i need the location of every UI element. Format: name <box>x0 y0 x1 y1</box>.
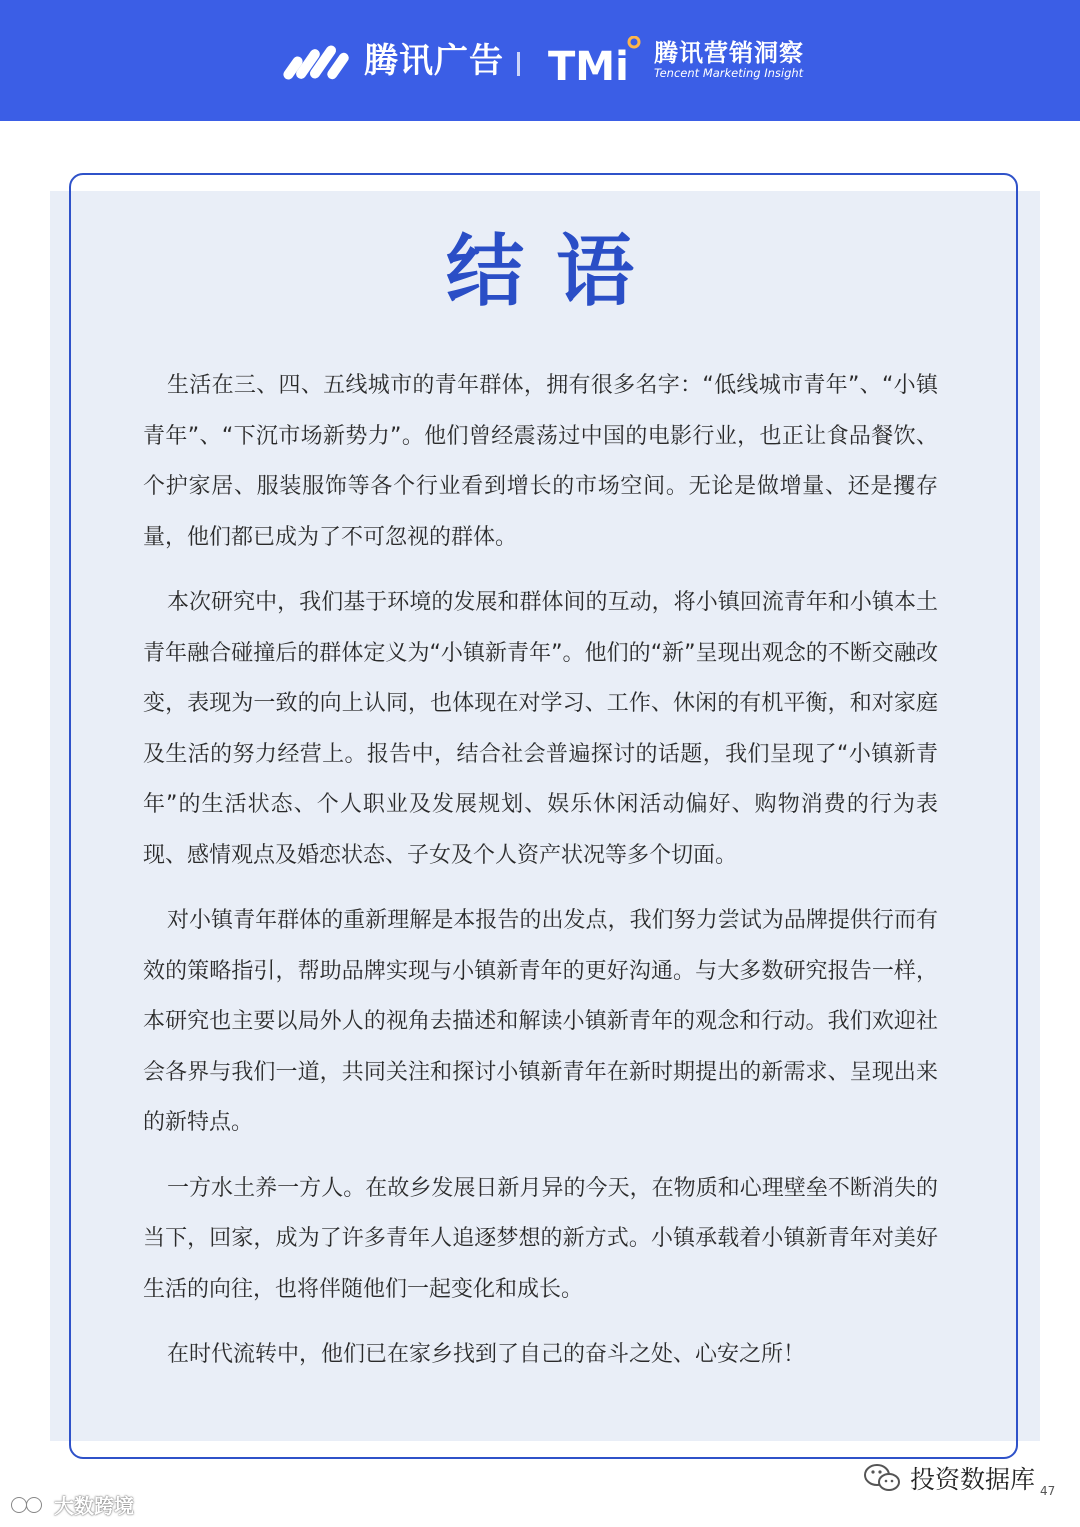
tmi-chinese-name: 腾讯营销洞察 <box>654 38 804 67</box>
paragraph-3: 对小镇青年群体的重新理解是本报告的出发点，我们努力尝试为品牌提供行而有效的策略指引，帮助品牌实现与小镇新青年的更好沟通。与大多数研究报告一样，本研究也主要以局外人的视角去描述和解读小镇新青年的观念和行动。我们欢迎社会各界与我们一道，共同关注和探讨小镇新青年在新时期提出的新需求、呈现出来的新特点。 <box>143 908 938 1135</box>
watermark-left-text: 大数跨境 <box>54 1494 134 1518</box>
header-divider <box>517 52 520 76</box>
tencent-ads-mark-icon <box>282 41 352 81</box>
paragraph-4: 一方水土养一方人。在故乡发展日新月异的今天，在物质和心理壁垒不断消失的当下，回家，成为了许多青年人追逐梦想的新方式。小镇承载着小镇新青年对美好生活的向往，也将伴随他们一起变化和成长。 <box>143 1175 938 1302</box>
tencent-ads-text: 腾讯广告 <box>364 40 504 81</box>
tmi-text-block <box>654 40 804 81</box>
tmi-logo <box>548 0 804 121</box>
tencent-ads-logo <box>282 0 504 121</box>
tmi-mark-icon <box>548 36 644 86</box>
paragraph-2: 本次研究中，我们基于环境的发展和群体间的互动，将小镇回流青年和小镇本土青年融合碰撞后的群体定义为“小镇新青年”。他们的“新”呈现出观念的不断交融改变，表现为一致的向上认同，也体现在对学习、工作、休闲的有机平衡，和对家庭及生活的努力经营上。报告中，结合社会普遍探讨的话题，我们呈现了“小镇新青年”的生活状态、个人职业及发展规划、娱乐休闲活动偏好、购物消费的行为表现、感情观点及婚恋状态、子女及个人资产状况等多个切面。 <box>143 590 938 868</box>
watermark-left <box>10 1490 134 1519</box>
watermark-right <box>862 1460 1035 1496</box>
watermark-right-text: 投资数据库 <box>910 1465 1036 1494</box>
page-title: 结语 <box>445 227 666 317</box>
watermark-logo-icon <box>10 1494 50 1516</box>
paragraph-5: 在时代流转中，他们已在家乡找到了自己的奋斗之处、心安之所！ <box>167 1342 806 1367</box>
header-banner <box>0 0 1080 121</box>
tmi-english-name: Tencent Marketing Insight <box>654 66 804 81</box>
conclusion-body <box>143 361 938 1396</box>
wechat-icon <box>862 1462 902 1494</box>
svg-text:TMi: TMi <box>548 43 629 86</box>
paragraph-1: 生活在三、四、五线城市的青年群体，拥有很多名字：“低线城市青年”、“小镇青年”、“下沉市场新势力”。他们曾经震荡过中国的电影行业，也正让食品餐饮、个护家居、服装服饰等各个行业看到增长的市场空间。无论是做增量、还是攫存量，他们都已成为了不可忽视的群体。 <box>143 373 938 550</box>
page-number: 47 <box>1040 1484 1056 1498</box>
